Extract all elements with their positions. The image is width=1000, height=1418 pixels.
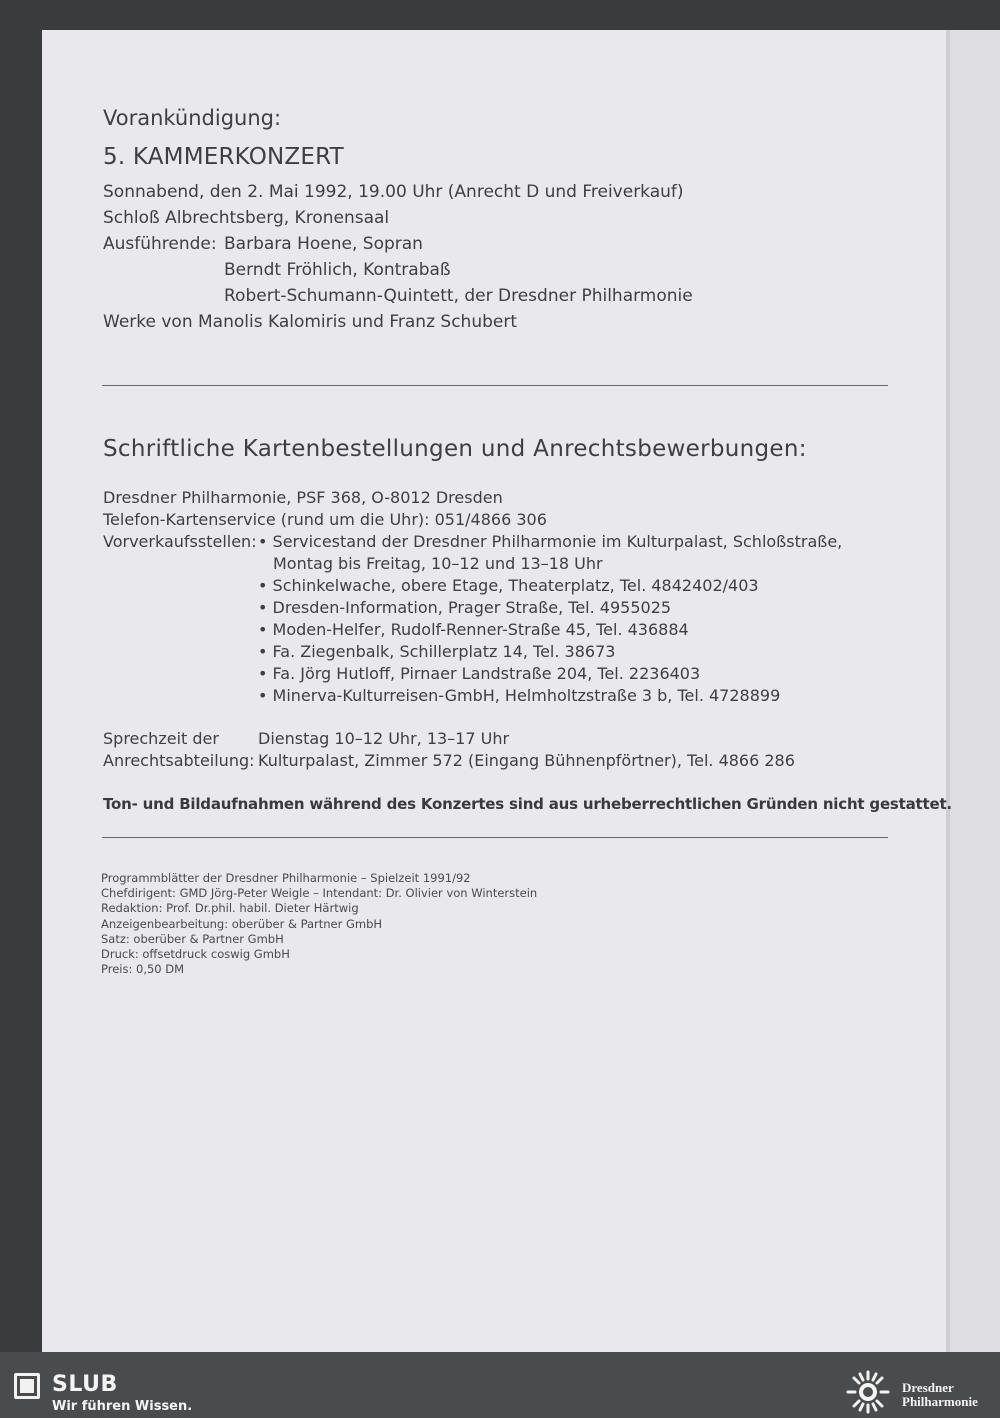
library-name: SLUB [52, 1372, 118, 1397]
concert-title: 5. KAMMERKONZERT [103, 144, 344, 170]
credit-line: Chefdirigent: GMD Jörg-Peter Weigle – Intendant: Dr. Olivier von Winterstein [101, 886, 538, 901]
presale-point-continuation: Montag bis Freitag, 10–12 und 13–18 Uhr [273, 554, 603, 573]
top-bar [0, 0, 1000, 30]
performer-item: Berndt Fröhlich, Kontrabaß [224, 260, 451, 280]
library-tagline: Wir führen Wissen. [52, 1399, 193, 1414]
orders-address: Dresdner Philharmonie, PSF 368, O-8012 Dresden [103, 488, 503, 507]
works-line: Werke von Manolis Kalomiris und Franz Schubert [103, 312, 518, 332]
partner-name-line: Philharmonie [902, 1394, 978, 1409]
presale-point: • Fa. Ziegenbalk, Schillerplatz 14, Tel. 38673 [258, 642, 615, 661]
partner-name-line: Dresdner [902, 1380, 954, 1395]
partner-name [902, 1381, 978, 1409]
credit-line: Redaktion: Prof. Dr.phil. habil. Dieter Härtwig [101, 901, 359, 916]
presale-label: Vorverkaufsstellen: [103, 532, 257, 551]
presale-point: • Minerva-Kulturreisen-GmbH, Helmholtzstraße 3 b, Tel. 4728899 [258, 686, 780, 705]
performer-item: Barbara Hoene, Sopran [224, 234, 423, 254]
office-location: Kulturpalast, Zimmer 572 (Eingang Bühnenpförtner), Tel. 4866 286 [258, 751, 795, 770]
orders-phone: Telefon-Kartenservice (rund um die Uhr): 051/4866 306 [103, 510, 547, 529]
page-right-panel [950, 30, 1000, 1352]
presale-point: • Dresden-Information, Prager Straße, Tel. 4955025 [258, 598, 671, 617]
office-label: Sprechzeit der [103, 729, 219, 748]
presale-point: • Servicestand der Dresdner Philharmonie im Kulturpalast, Schloßstraße, [258, 532, 842, 551]
recording-notice: Ton- und Bildaufnahmen während des Konzertes sind aus urheberrechtlichen Gründen nicht gestattet. [103, 795, 952, 813]
presale-point: • Moden-Helfer, Rudolf-Renner-Straße 45, Tel. 436884 [258, 620, 689, 639]
divider [102, 385, 888, 386]
orders-title: Schriftliche Kartenbestellungen und Anrechtsbewerbungen: [103, 436, 807, 462]
performer-item: Robert-Schumann-Quintett, der Dresdner Philharmonie [224, 286, 693, 306]
credits-block [101, 871, 537, 977]
credit-line: Preis: 0,50 DM [101, 962, 185, 977]
credit-line: Satz: oberüber & Partner GmbH [101, 931, 284, 946]
office-hours: Dienstag 10–12 Uhr, 13–17 Uhr [258, 729, 510, 748]
concert-date: Sonnabend, den 2. Mai 1992, 19.00 Uhr (Anrecht D und Freiverkauf) [103, 182, 684, 202]
slub-logo-icon [14, 1373, 40, 1399]
presale-point: • Schinkelwache, obere Etage, Theaterplatz, Tel. 4842402/403 [258, 576, 759, 595]
credit-line: Anzeigenbearbeitung: oberüber & Partner GmbH [101, 916, 383, 931]
office-label: Anrechtsabteilung: [103, 751, 255, 770]
credit-line: Programmblätter der Dresdner Philharmonie – Spielzeit 1991/92 [101, 871, 471, 885]
presale-point: • Fa. Jörg Hutloff, Pirnaer Landstraße 204, Tel. 2236403 [258, 664, 700, 683]
philharmonie-logo-icon [842, 1370, 894, 1414]
divider [102, 837, 888, 838]
credit-line: Druck: offsetdruck coswig GmbH [101, 947, 290, 962]
announcement-heading: Vorankündigung: [103, 106, 282, 130]
concert-venue: Schloß Albrechtsberg, Kronensaal [103, 208, 390, 228]
performers-label: Ausführende: [103, 234, 217, 254]
